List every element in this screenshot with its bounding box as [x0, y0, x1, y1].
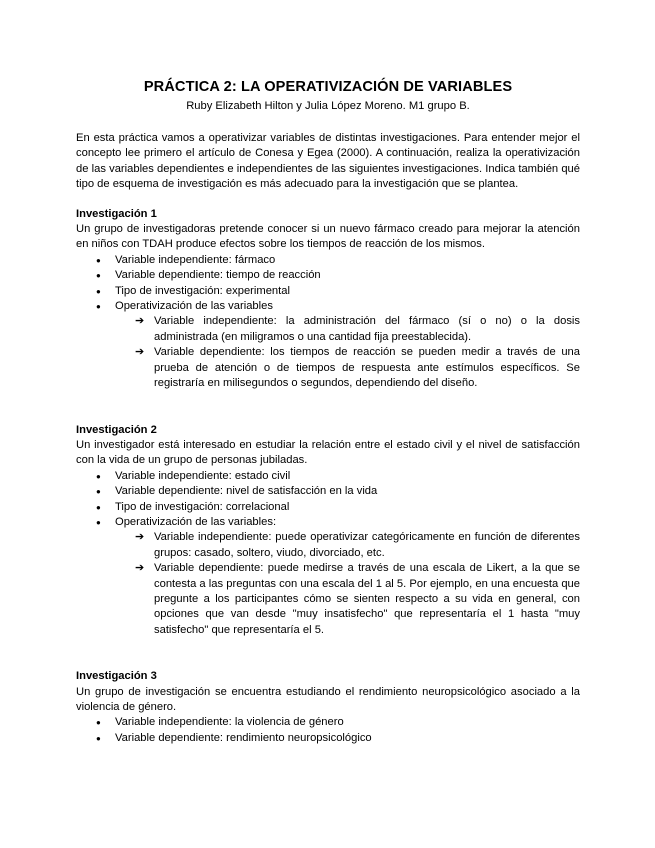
section-title-2: Investigación 2: [76, 423, 157, 436]
bullet-item: ● Variable dependiente: rendimiento neuropsicológico: [76, 731, 580, 746]
section-bullets-3: [76, 715, 580, 746]
bullet-item: ● Tipo de investigación: correlacional: [76, 500, 580, 515]
document-page: [76, 78, 580, 746]
bullet-item: ● Variable dependiente: tiempo de reacción: [76, 268, 580, 283]
section-bullets-2: [76, 469, 580, 638]
section-description-3: Un grupo de investigación se encuentra estudiando el rendimiento neuropsicológico asociado a la violencia de género.: [76, 685, 580, 713]
bullet-item: ● Variable independiente: la violencia de género: [76, 715, 580, 730]
intro-paragraph: En esta práctica vamos a operativizar variables de distintas investigaciones. Para entender mejor el concepto lee primero el artículo de Conesa y Egea (2000). A continuación, realiza la operativización de las variables dependientes e independientes de las siguientes investigaciones. Indica también qué tipo de esquema de investigación es más adecuado para la investigación que se plantea.: [76, 132, 580, 191]
bullet-item: ● Tipo de investigación: experimental: [76, 284, 580, 299]
sub-list-2: [115, 530, 580, 638]
section-title-1: Investigación 1: [76, 207, 157, 220]
arrow-item: ➔ Variable independiente: la administración del fármaco (sí o no) o la dosis administrada (en miligramos o una cantidad fija preestablecida).: [76, 314, 580, 345]
bullet-item: [76, 515, 580, 638]
bullet-item: ● Variable dependiente: nivel de satisfacción en la vida: [76, 484, 580, 499]
bullet-item: [76, 299, 580, 391]
bullet-item-text: Operativización de las variables:: [115, 515, 277, 528]
document-title: PRÁCTICA 2: LA OPERATIVIZACIÓN DE VARIABLES: [143, 79, 513, 95]
section-bullets-1: [76, 253, 580, 392]
arrow-item: ➔ Variable dependiente: los tiempos de reacción se pueden medir a través de una prueba de atención o de tiempos de respuesta ante estímulos específicos. Se registraría en milisegundos o segundos, dependiendo del diseño.: [76, 345, 580, 391]
bullet-item: ● Variable independiente: fármaco: [76, 253, 580, 268]
sub-list-1: [115, 314, 580, 391]
bullet-item-text: Operativización de las variables: [115, 300, 273, 313]
section-description-2: Un investigador está interesado en estudiar la relación entre el estado civil y el nivel de satisfacción con la vida de un grupo de personas jubiladas.: [76, 438, 580, 467]
arrow-item: ➔ Variable independiente: puede operativizar categóricamente en función de diferentes grupos: casado, soltero, viudo, divorciado, etc.: [76, 530, 580, 561]
authors-line: Ruby Elizabeth Hilton y Julia López Moreno. M1 grupo B.: [186, 100, 470, 112]
arrow-item: ➔ Variable dependiente: puede medirse a través de una escala de Likert, a la que se contesta a las preguntas con una escala del 1 al 5. Por ejemplo, en una encuesta que pregunte a los participantes cómo se sienten respecto a su vida en general, con opciones que van desde "muy insatisfecho" que representaría el 1 hasta "muy satisfecho" que representaría el 5.: [76, 561, 580, 638]
section-title-3: Investigación 3: [76, 670, 157, 683]
bullet-item: ● Variable independiente: estado civil: [76, 469, 580, 484]
section-description-1: Un grupo de investigadoras pretende conocer si un nuevo fármaco creado para mejorar la atención en niños con TDAH produce efectos sobre los tiempos de reacción de los mismos.: [76, 223, 580, 251]
